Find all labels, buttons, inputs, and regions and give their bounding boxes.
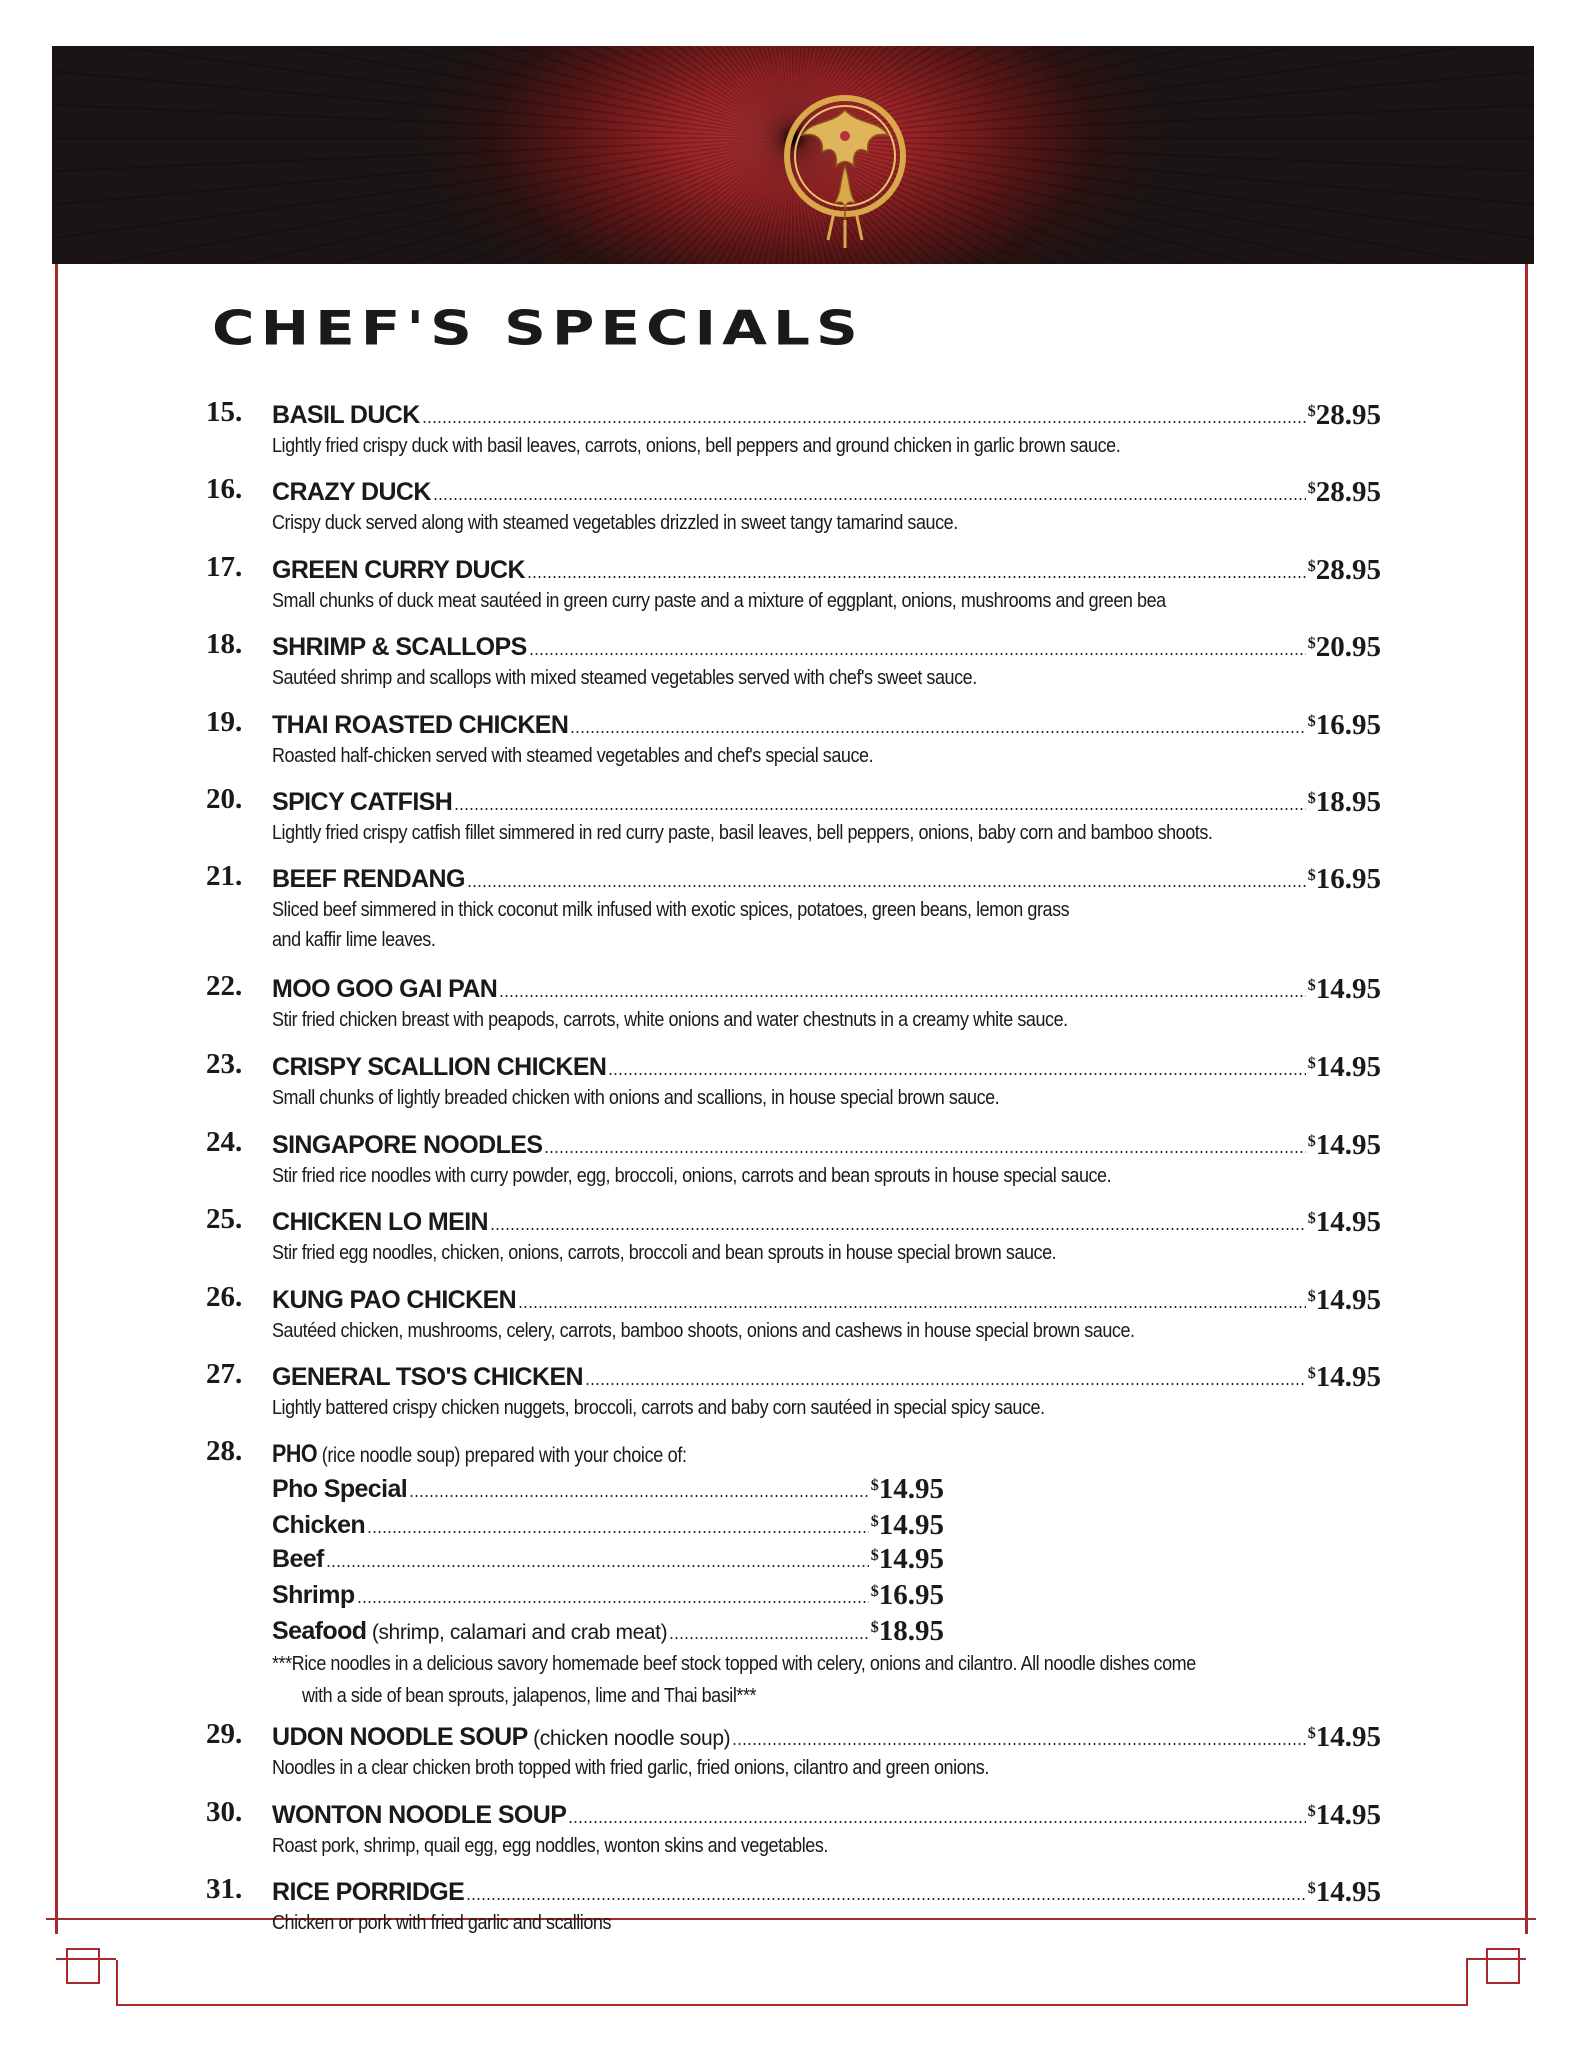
item-row (272, 706, 1381, 740)
currency-symbol: $ (870, 1547, 879, 1564)
item-row (272, 551, 1381, 585)
item-name-text: THAI ROASTED CHICKEN (272, 711, 569, 739)
frame-corner-br-box (1486, 1948, 1520, 1984)
item-name-wrap (272, 788, 452, 817)
item-name-wrap (272, 1363, 583, 1392)
item-name-wrap (272, 1286, 516, 1315)
ray (52, 46, 793, 138)
price-value: 14.95 (878, 1473, 944, 1505)
item-name-text: BASIL DUCK (272, 401, 420, 429)
item-number: 28. (206, 1435, 243, 1467)
item-price (1308, 1207, 1381, 1237)
item-price (1308, 1130, 1381, 1160)
ray (52, 46, 793, 138)
dot-leader (499, 995, 1305, 997)
pho-option-name-text: Seafood (272, 1617, 367, 1645)
item-name-wrap (272, 556, 525, 585)
item-name-wrap (272, 478, 431, 507)
item-number: 24. (206, 1126, 243, 1158)
item-description: Small chunks of duck meat sautéed in green curry paste and a mixture of eggplant, onions, mushrooms and green bea (272, 590, 1166, 612)
frame-corner-bl-1 (116, 1960, 118, 2006)
item-name-wrap (272, 1053, 606, 1082)
ray (52, 46, 793, 138)
item-number: 31. (206, 1873, 243, 1905)
item-price (1308, 1722, 1381, 1752)
item-row (272, 1718, 1381, 1752)
dot-leader (732, 1743, 1306, 1745)
item-name-text: SPICY CATFISH (272, 788, 453, 816)
ray (52, 46, 793, 138)
price-value: 14.95 (1315, 1799, 1381, 1831)
item-row (272, 1873, 1381, 1907)
frame-corner-bl-box (66, 1948, 100, 1984)
ray (52, 138, 793, 264)
price-value: 14.95 (1315, 1206, 1381, 1238)
item-name-text: KUNG PAO CHICKEN (272, 1286, 517, 1314)
item-name-text: RICE PORRIDGE (272, 1878, 465, 1906)
item-number: 18. (206, 628, 243, 660)
ray (52, 46, 793, 138)
price-value: 20.95 (1315, 631, 1381, 663)
item-name-wrap (272, 975, 497, 1004)
item-row (272, 970, 1381, 1004)
ray (52, 46, 793, 138)
item-name (272, 478, 431, 506)
item-row (272, 1358, 1381, 1392)
pho-option-name (272, 1545, 324, 1573)
currency-symbol: $ (870, 1583, 879, 1600)
price-value: 14.95 (878, 1509, 944, 1541)
price-value: 14.95 (1315, 1361, 1381, 1393)
pho-option-name (272, 1581, 355, 1609)
item-name-text: CRISPY SCALLION CHICKEN (272, 1053, 607, 1081)
pho-option-name-wrap (272, 1511, 365, 1540)
item-price (1308, 400, 1381, 430)
dot-leader (585, 1383, 1306, 1385)
currency-symbol: $ (1307, 977, 1316, 994)
currency-symbol: $ (1307, 1880, 1316, 1897)
currency-symbol: $ (1307, 867, 1316, 884)
dot-leader (367, 1531, 869, 1533)
item-price (1308, 1285, 1381, 1315)
item-name-wrap (272, 633, 527, 662)
item-name-wrap (272, 1878, 464, 1907)
currency-symbol: $ (1307, 713, 1316, 730)
item-description: Lightly fried crispy catfish fillet simmered in red curry paste, basil leaves, bell peppers, onions, baby corn and bamboo shoots. (272, 822, 1213, 844)
item-row (272, 783, 1381, 817)
item-row (272, 1435, 1381, 1469)
ray (52, 46, 793, 138)
dot-leader (422, 421, 1306, 423)
currency-symbol: $ (1307, 1133, 1316, 1150)
item-name (272, 865, 465, 893)
item-name (272, 1053, 606, 1081)
currency-symbol: $ (1307, 790, 1316, 807)
item-name (272, 1208, 488, 1236)
pho-option (272, 1612, 944, 1646)
item-name (272, 556, 525, 584)
pho-option-name-text: Chicken (272, 1511, 366, 1539)
price-value: 14.95 (878, 1543, 944, 1575)
item-number: 20. (206, 783, 243, 815)
dot-leader (467, 885, 1306, 887)
item-name-wrap (272, 1801, 566, 1830)
item-price (871, 1474, 944, 1504)
price-value: 28.95 (1315, 399, 1381, 431)
item-description: Crispy duck served along with steamed vegetables drizzled in sweet tangy tamarind sauce. (272, 512, 958, 534)
dot-leader (409, 1495, 869, 1497)
ray (52, 46, 793, 138)
page-title: CHEF'S SPECIALS (212, 300, 864, 356)
dot-leader (568, 1821, 1305, 1823)
currency-symbol: $ (1307, 558, 1316, 575)
ray (52, 46, 793, 138)
pho-option (272, 1576, 944, 1610)
item-number: 26. (206, 1281, 243, 1313)
item-price (1308, 710, 1381, 740)
item-name (272, 1801, 566, 1829)
ray (52, 46, 793, 138)
ray (52, 46, 793, 138)
item-description: Stir fried egg noodles, chicken, onions, carrots, broccoli and bean sprouts in house special brown sauce. (272, 1242, 1057, 1264)
item-name (272, 788, 452, 816)
item-name-wrap (272, 865, 465, 894)
item-description: Chicken or pork with fried garlic and scallions (272, 1912, 612, 1934)
item-row (272, 860, 1381, 894)
price-value: 14.95 (1315, 1721, 1381, 1753)
item-price (871, 1544, 944, 1574)
currency-symbol: $ (1307, 1210, 1316, 1227)
item-row (272, 1048, 1381, 1082)
item-name-wrap (272, 1131, 542, 1160)
item-description: Noodles in a clear chicken broth topped with fried garlic, fried onions, cilantro and green onions. (272, 1757, 989, 1779)
currency-symbol: $ (1307, 635, 1316, 652)
item-row (272, 1203, 1381, 1237)
pho-option (272, 1540, 944, 1574)
dot-leader (527, 576, 1306, 578)
ray (52, 46, 793, 138)
item-number: 15. (206, 396, 243, 428)
pho-footnote: ***Rice noodles in a delicious savory homemade beef stock topped with celery, onions and cilantro. All noodle dishes come (272, 1653, 1196, 1675)
price-value: 14.95 (1315, 1284, 1381, 1316)
pho-option-note: (shrimp, calamari and crab meat) (366, 1621, 668, 1644)
item-subtitle: (chicken noodle soup) (527, 1727, 731, 1750)
price-value: 28.95 (1315, 476, 1381, 508)
item-name-text: SINGAPORE NOODLES (272, 1131, 543, 1159)
dot-leader (466, 1898, 1306, 1900)
item-price (871, 1510, 944, 1540)
item-name-text: BEEF RENDANG (272, 865, 465, 893)
price-value: 14.95 (1315, 1051, 1381, 1083)
frame-corner-br-1 (1466, 1960, 1468, 2006)
item-name-text: SHRIMP & SCALLOPS (272, 633, 527, 661)
item-price (1308, 477, 1381, 507)
item-description: Sautéed shrimp and scallops with mixed steamed vegetables served with chef's sweet sauce. (272, 667, 977, 689)
pho-option-name (272, 1617, 667, 1645)
item-price (1308, 555, 1381, 585)
currency-symbol: $ (870, 1477, 879, 1494)
item-price (1308, 787, 1381, 817)
item-row (272, 1281, 1381, 1315)
ray (52, 46, 793, 138)
item-price (1308, 974, 1381, 1004)
item-price (1308, 864, 1381, 894)
item-description: Stir fried rice noodles with curry powder, egg, broccoli, onions, carrots and bean sprouts in house special sauce. (272, 1165, 1112, 1187)
currency-symbol: $ (1307, 1365, 1316, 1382)
dot-leader (669, 1637, 869, 1639)
item-description-line2: and kaffir lime leaves. (272, 929, 436, 951)
currency-symbol: $ (1307, 480, 1316, 497)
item-description: Sliced beef simmered in thick coconut milk infused with exotic spices, potatoes, green beans, lemon grass (272, 899, 1070, 921)
ray (52, 46, 793, 138)
ray (52, 46, 793, 138)
item-name-text: WONTON NOODLE SOUP (272, 1801, 567, 1829)
item-name-text: UDON NOODLE SOUP (272, 1723, 528, 1751)
ray (52, 46, 793, 138)
pho-option-name-wrap (272, 1617, 667, 1646)
item-name (272, 1363, 583, 1391)
item-number: 17. (206, 551, 243, 583)
dot-leader (518, 1306, 1306, 1308)
item-number: 16. (206, 473, 243, 505)
pho-option-name-text: Pho Special (272, 1475, 408, 1503)
pho-option-name (272, 1475, 407, 1503)
item-price (1308, 1362, 1381, 1392)
item-subtitle: (rice noodle soup) prepared with your choice of: (317, 1444, 687, 1467)
item-row (272, 473, 1381, 507)
item-price (871, 1616, 944, 1646)
item-number: 19. (206, 706, 243, 738)
pho-option-name (272, 1511, 365, 1539)
price-value: 18.95 (878, 1615, 944, 1647)
price-value: 16.95 (878, 1579, 944, 1611)
pho-option (272, 1506, 944, 1540)
dot-leader (326, 1565, 869, 1567)
item-price (1308, 632, 1381, 662)
ray (52, 46, 793, 138)
header-banner (52, 46, 1534, 264)
item-number: 25. (206, 1203, 243, 1235)
item-description: Sautéed chicken, mushrooms, celery, carrots, bamboo shoots, onions and cashews in house special brown sauce. (272, 1320, 1135, 1342)
pho-option-name-wrap (272, 1475, 407, 1504)
item-name (272, 633, 527, 661)
item-number: 21. (206, 860, 243, 892)
frame-right (1525, 264, 1528, 1934)
currency-symbol: $ (870, 1619, 879, 1636)
item-number: 29. (206, 1718, 243, 1750)
ray (52, 46, 793, 138)
item-name (272, 1723, 730, 1751)
item-description: Roasted half-chicken served with steamed vegetables and chef's special sauce. (272, 745, 874, 767)
dot-leader (529, 653, 1306, 655)
item-description: Roast pork, shrimp, quail egg, egg noddles, wonton skins and vegetables. (272, 1835, 828, 1857)
item-name (272, 711, 568, 739)
price-value: 14.95 (1315, 1129, 1381, 1161)
item-number: 30. (206, 1796, 243, 1828)
dot-leader (490, 1228, 1306, 1230)
item-price (1308, 1052, 1381, 1082)
dot-leader (433, 498, 1306, 500)
item-name-text: PHO (272, 1440, 318, 1468)
pho-option-name-wrap (272, 1581, 355, 1610)
item-name (272, 1878, 464, 1906)
item-description: Lightly battered crispy chicken nuggets, broccoli, carrots and baby corn sautéed in special spicy sauce. (272, 1397, 1045, 1419)
item-name (272, 1131, 542, 1159)
frame-bottom-inner (116, 2004, 1466, 2006)
pho-option-name-text: Shrimp (272, 1581, 355, 1609)
pho-option-name-wrap (272, 1545, 324, 1574)
ray (52, 46, 793, 138)
ray (52, 46, 793, 138)
item-price (1308, 1800, 1381, 1830)
item-name (272, 401, 420, 429)
currency-symbol: $ (1307, 1288, 1316, 1305)
item-row (272, 1796, 1381, 1830)
dot-leader (608, 1073, 1305, 1075)
item-name-text: MOO GOO GAI PAN (272, 975, 498, 1003)
pho-option (272, 1470, 944, 1504)
item-row (272, 1126, 1381, 1160)
item-name-wrap (272, 711, 568, 740)
dot-leader (454, 808, 1306, 810)
item-name-wrap (272, 1723, 730, 1752)
item-row (272, 396, 1381, 430)
item-description: Lightly fried crispy duck with basil leaves, carrots, onions, bell peppers and ground chicken in garlic brown sauce. (272, 435, 1121, 457)
price-value: 16.95 (1315, 709, 1381, 741)
frame-left (55, 264, 58, 1934)
ray (52, 46, 793, 138)
item-row (272, 628, 1381, 662)
item-name-text: CRAZY DUCK (272, 478, 431, 506)
dot-leader (570, 731, 1305, 733)
currency-symbol: $ (1307, 1725, 1316, 1742)
price-value: 14.95 (1315, 973, 1381, 1005)
pho-option-name-text: Beef (272, 1545, 324, 1573)
currency-symbol: $ (1307, 1803, 1316, 1820)
pho-footnote-line2: with a side of bean sprouts, jalapenos, lime and Thai basil*** (302, 1685, 757, 1707)
currency-symbol: $ (1307, 1055, 1316, 1072)
item-description: Small chunks of lightly breaded chicken with onions and scallions, in house special brown sauce. (272, 1087, 1000, 1109)
ray (52, 46, 793, 138)
ray (52, 46, 793, 138)
price-value: 16.95 (1315, 863, 1381, 895)
item-name-text: GENERAL TSO'S CHICKEN (272, 1363, 583, 1391)
currency-symbol: $ (1307, 403, 1316, 420)
price-value: 28.95 (1315, 554, 1381, 586)
item-name-wrap (272, 1208, 488, 1237)
item-name (272, 975, 497, 1003)
price-value: 18.95 (1315, 786, 1381, 818)
item-number: 27. (206, 1358, 243, 1390)
item-number: 22. (206, 970, 243, 1002)
item-price (1308, 1877, 1381, 1907)
item-name (272, 1286, 516, 1314)
dot-leader (544, 1151, 1305, 1153)
item-number: 23. (206, 1048, 243, 1080)
currency-symbol: $ (870, 1513, 879, 1530)
item-name-text: CHICKEN LO MEIN (272, 1208, 489, 1236)
dot-leader (357, 1601, 869, 1603)
price-value: 14.95 (1315, 1876, 1381, 1908)
phoenix-emblem-icon (772, 80, 918, 252)
item-name-wrap (272, 401, 420, 430)
item-name-text: GREEN CURRY DUCK (272, 556, 525, 584)
item-name (272, 1440, 687, 1469)
item-description: Stir fried chicken breast with peapods, carrots, white onions and water chestnuts in a creamy white sauce. (272, 1009, 1068, 1031)
item-price (871, 1580, 944, 1610)
